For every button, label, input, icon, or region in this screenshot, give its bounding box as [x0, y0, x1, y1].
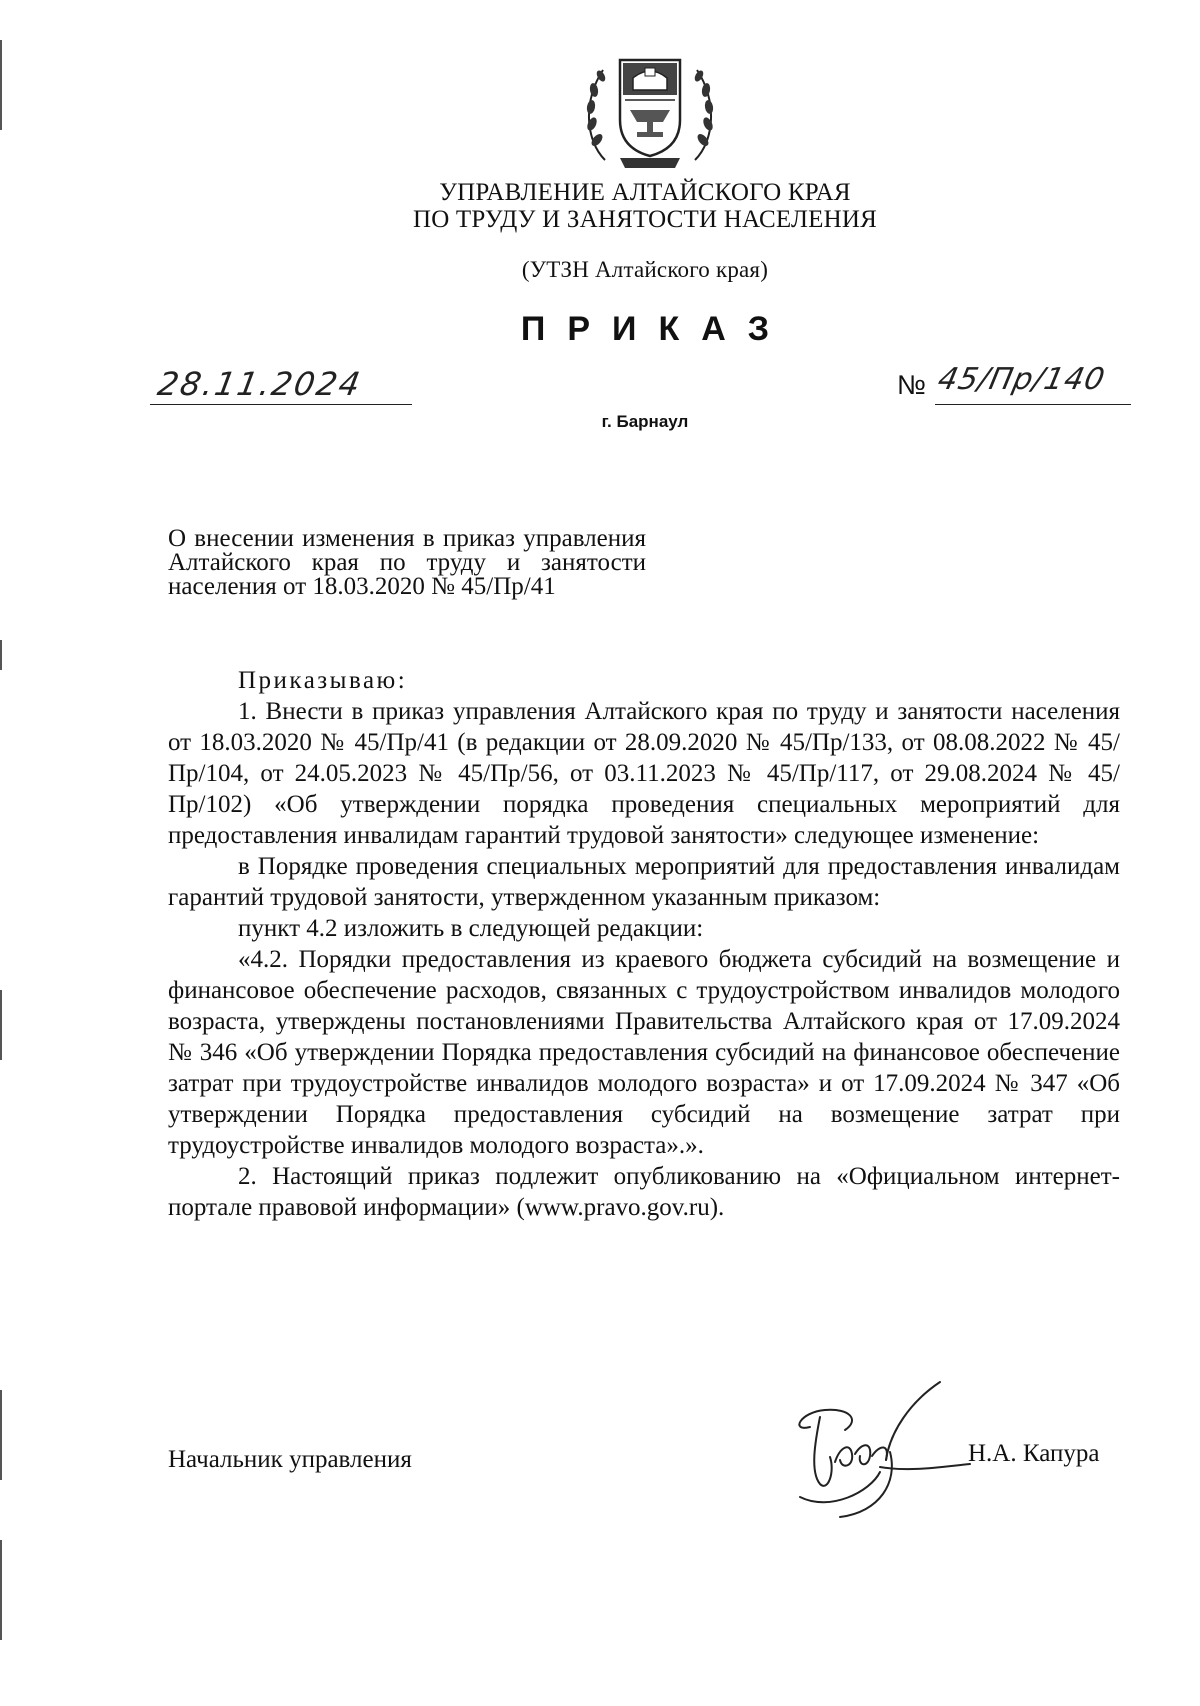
organization-name-line-2: ПО ТРУДУ И ЗАНЯТОСТИ НАСЕЛЕНИЯ	[412, 206, 878, 233]
paragraph-5: 2. Настоящий приказ подлежит опубликованию на «Официальном интернет-портале правовой информации» (www.pravo.gov.ru).	[168, 1163, 1120, 1221]
paragraph-1: 1. Внести в приказ управления Алтайского края по труду и занятости населения от 18.03.2020 № 45/Пр/41 (в редакции от 28.09.2020 № 45/Пр/133, от 08.08.2022 № 45/Пр/104, от 24.05.2023 № 45/Пр/56, от 03.11.2023 № 45/Пр/117, от 29.08.2024 № 45/Пр/102) «Об утверждении порядка проведения специальных мероприятий для предоставления инвалидам гарантий трудовой занятости» следующее изменение:	[168, 698, 1120, 849]
paragraph-4: «4.2. Порядки предоставления из краевого бюджета субсидий на возмещение и финансовое обеспечение расходов, связанных с трудоустройством инвалидов молодого возраста, утверждены постановлениями Правительства Алтайского края от 17.09.2024 № 346 «Об утверждении Порядка предоставления субсидий на финансовое обеспечение затрат при трудоустройстве инвалидов молодого возраста» и от 17.09.2024 № 347 «Об утверждении Порядка предоставления субсидий на возмещение затрат при трудоустройстве инвалидов молодого возраста».».	[168, 946, 1120, 1159]
number-label: №	[897, 370, 926, 400]
document-number: 45/Пр/140	[934, 362, 1109, 397]
number-underline	[935, 404, 1131, 405]
scan-edge-mark	[0, 1390, 2, 1480]
paragraph-3: пункт 4.2 изложить в следующей редакции:	[238, 915, 704, 942]
handwritten-signature	[780, 1372, 990, 1522]
signatory-position: Начальник управления	[168, 1446, 412, 1473]
city: г. Барнаул	[601, 412, 689, 431]
document-body	[168, 665, 1120, 1223]
paragraph-2: в Порядке проведения специальных мероприятий для предоставления инвалидам гарантий трудовой занятости, утвержденном указанным приказом:	[168, 853, 1120, 911]
scan-edge-mark	[0, 640, 2, 670]
organization-abbreviation: (УТЗН Алтайского края)	[521, 257, 769, 282]
date-underline	[150, 404, 412, 405]
organization-name-line-1: УПРАВЛЕНИЕ АЛТАЙСКОГО КРАЯ	[439, 179, 851, 206]
document-subject: О внесении изменения в приказ управления Алтайского края по труду и занятости населения от 18.03.2020 № 45/Пр/41	[168, 525, 646, 600]
signatory-name: Н.А. Капура	[968, 1440, 1100, 1467]
scan-edge-mark	[0, 40, 2, 130]
document-title: ПРИКАЗ	[520, 310, 792, 348]
scan-edge-mark	[0, 990, 2, 1060]
order-word: Приказываю:	[238, 667, 408, 694]
coat-of-arms-emblem	[575, 40, 725, 180]
document-date: 28.11.2024	[154, 365, 365, 403]
scan-edge-mark	[0, 1540, 2, 1640]
